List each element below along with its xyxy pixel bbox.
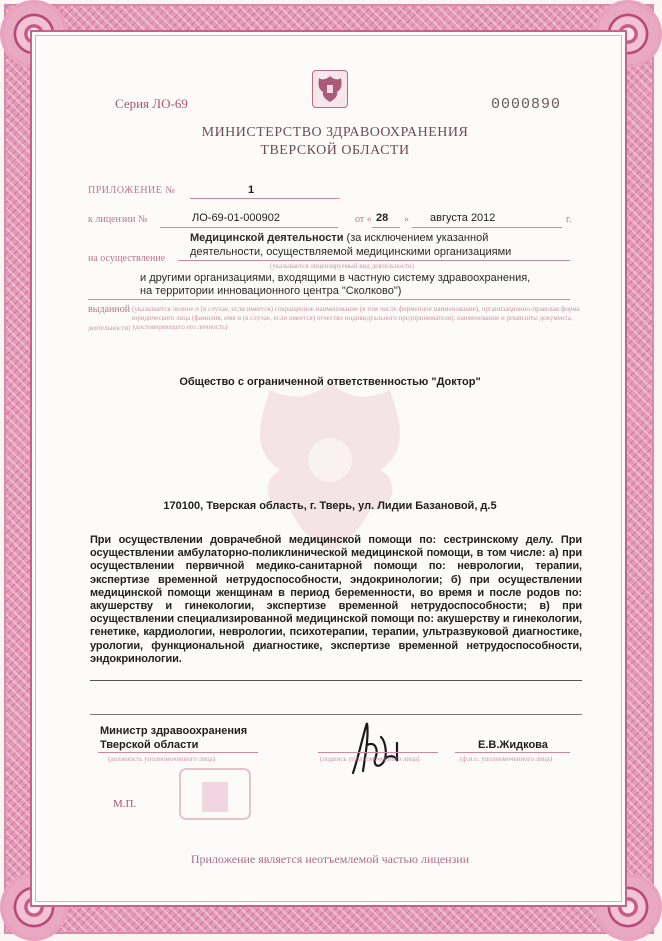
- issued-note-end: деятельности): [88, 324, 131, 332]
- issued-label: выданной: [88, 304, 131, 315]
- signer-position-line-1: Министр здравоохранения: [100, 725, 248, 737]
- signature-underline: [318, 752, 438, 753]
- date-month-year: августа 2012: [430, 212, 496, 224]
- activity-underline: [178, 260, 570, 261]
- license-number-label: к лицензии №: [88, 214, 148, 225]
- activity-line-4: на территории инновационного центра "Сколково"): [140, 285, 402, 297]
- issued-note: (указывается полное и (в случае, если имеется) сокращенное наименование (в том числе фирменное наименование), организационно-правовая форма юридического лица (фамилия, имя и (в случае, если имеется) отчество индивидуального предпринимателя), наименование и реквизиты документа, удостоверяющего его личность): [132, 305, 580, 331]
- activity-bold: Медицинской деятельности: [190, 232, 344, 244]
- name-underline: [455, 752, 570, 753]
- services-underline: [90, 680, 582, 681]
- activity-underline-2: [88, 299, 570, 300]
- ministry-line-2: ТВЕРСКОЙ ОБЛАСТИ: [260, 143, 410, 158]
- signature-top-rule: [90, 714, 582, 715]
- license-number-underline: [160, 227, 338, 228]
- annex-label: ПРИЛОЖЕНИЕ №: [88, 185, 176, 196]
- position-underline: [98, 752, 258, 753]
- date-separator: »: [404, 214, 409, 225]
- annex-number: 1: [248, 184, 255, 196]
- name-hint: (ф.и.о. уполномоченного лица): [460, 755, 553, 763]
- eagle-watermark-icon: [220, 360, 440, 560]
- position-hint: (должность уполномоченного лица): [108, 755, 216, 763]
- signer-position-line-2: Тверской области: [100, 739, 199, 751]
- signer-position: [100, 724, 247, 752]
- date-day: 28: [376, 212, 389, 224]
- activity-line-2: деятельности, осуществляемой медицинскими организациями: [190, 246, 512, 258]
- activity-rest: (за исключением указанной: [343, 232, 489, 244]
- footer-note: Приложение является неотъемлемой частью лицензии: [190, 852, 470, 866]
- date-month-underline: [412, 227, 562, 228]
- organization-address: 170100, Тверская область, г. Тверь, ул. Лидии Базановой, д.5: [163, 500, 497, 512]
- form-number: 0000890: [491, 96, 562, 113]
- coat-of-arms-icon: [312, 70, 348, 108]
- organization-name: Общество с ограниченной ответственностью "Доктор": [179, 376, 481, 388]
- activity-hint: (указывается лицензируемый вид деятельности): [270, 262, 415, 270]
- stamp-place-label: М.П.: [113, 798, 137, 810]
- date-day-underline: [372, 227, 400, 228]
- signer-name: Е.В.Жидкова: [478, 739, 548, 751]
- date-from-label: от «: [355, 214, 372, 225]
- license-number: ЛО-69-01-000902: [192, 212, 280, 224]
- licensed-services-text: При осуществлении доврачебной медицинской помощи по: сестринскому делу. При осуществлении амбулаторно-поликлинической медицинской помощи, в том числе: а) при осуществлении первичной медико-санитарной помощи по: неврологии, терапии, экспертизе временной нетрудоспособности, эндокринологии; б) при осуществлении медицинской помощи женщинам в период беременности, во время и после родов по: акушерству и гинекологии, экспертизе временной нетрудоспособности; в) при осуществлении специализированной медицинской помощи по: акушерству и гинекологии, генетике, кардиологии, неврологии, психотерапии, терапии, ультразвуковой диагностике, урологии, функциональной диагностике, экспертизе временной нетрудоспособности, эндокринологии.: [90, 534, 582, 665]
- handwritten-signature-icon: [345, 715, 415, 780]
- date-year-suffix: г.: [566, 214, 572, 225]
- signature-hint: (подпись уполномоченного лица): [320, 755, 420, 763]
- series-label: Серия ЛО-69: [115, 96, 188, 111]
- activity-line-3: и другими организациями, входящими в частную систему здравоохранения,: [140, 272, 531, 284]
- ministry-line-1: МИНИСТЕРСТВО ЗДРАВООХРАНЕНИЯ: [201, 125, 469, 140]
- activity-line-1: [190, 232, 560, 245]
- seal-watermark-icon: [170, 764, 260, 824]
- ministry-title: [120, 124, 550, 160]
- activity-label: на осуществление: [88, 253, 166, 264]
- annex-underline: [190, 198, 340, 199]
